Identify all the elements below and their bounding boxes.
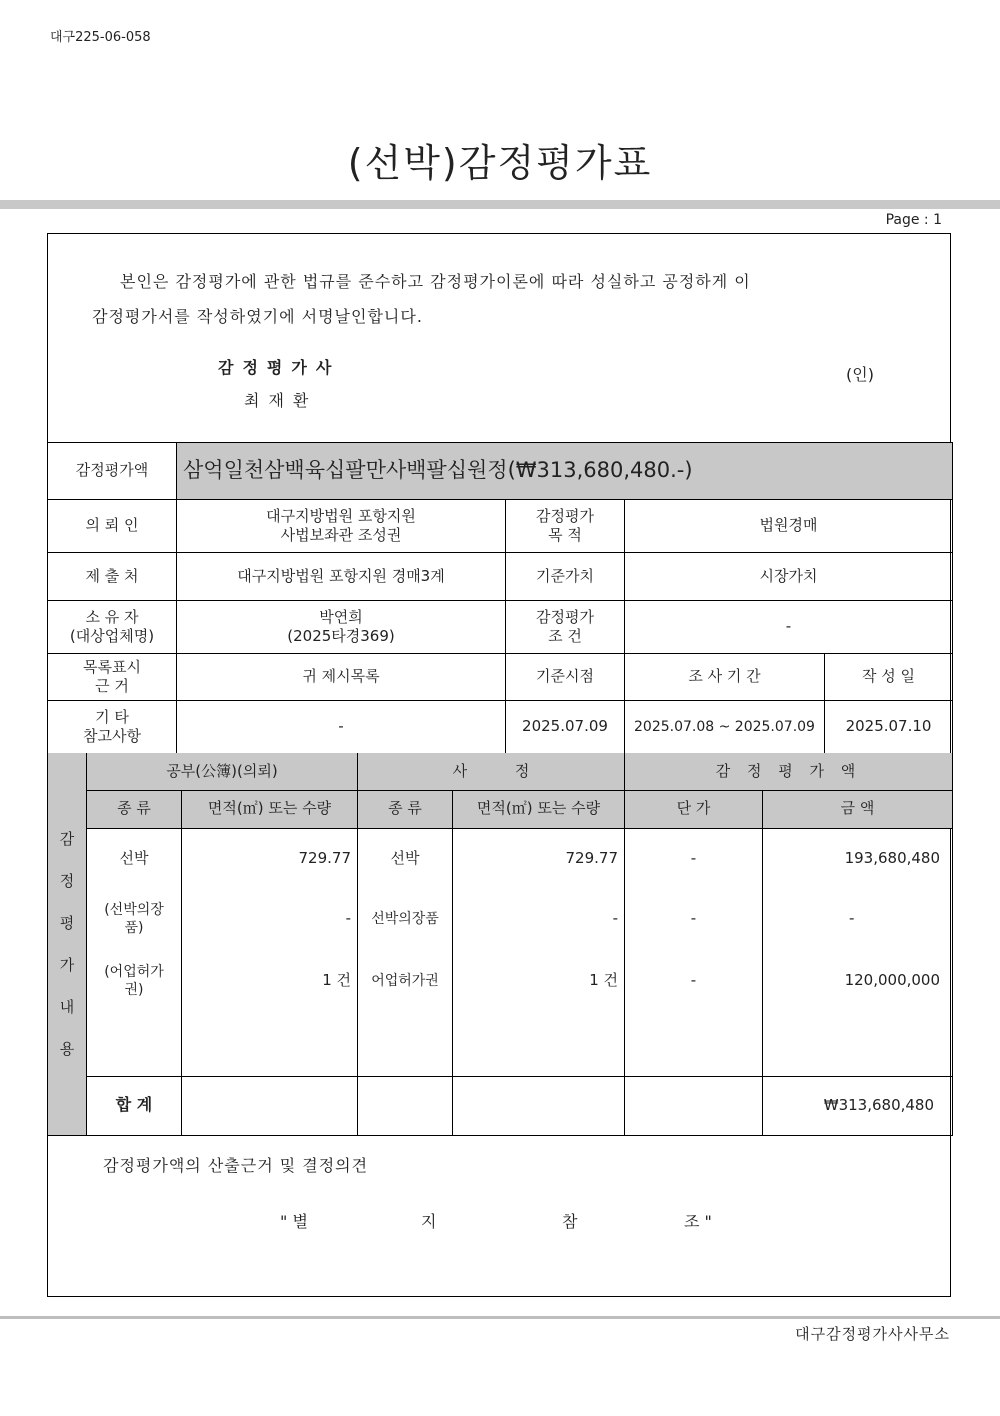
ins-qty: 729.77 bbox=[453, 828, 625, 888]
amount: - bbox=[763, 888, 953, 950]
reg-type: (어업허가권) bbox=[87, 950, 182, 1012]
reg-qty: 729.77 bbox=[182, 828, 358, 888]
total-amount: ₩313,680,480 bbox=[763, 1076, 953, 1135]
detail-table bbox=[47, 753, 953, 1136]
written-label: 작 성 일 bbox=[825, 654, 953, 701]
survey-period: 2025.07.08 ~ 2025.07.09 bbox=[625, 701, 825, 754]
info-table bbox=[47, 442, 953, 754]
list-label: 목록표시 근 거 bbox=[48, 654, 177, 701]
basis-section bbox=[48, 1139, 950, 1297]
amount: 193,680,480 bbox=[763, 828, 953, 888]
basis-title: 감정평가액의 산출근거 및 결정의견 bbox=[103, 1156, 369, 1175]
register-group-header: 공부(公簿)(의뢰) bbox=[87, 753, 358, 790]
table-row bbox=[48, 950, 953, 1012]
owner-label: 소 유 자 (대상업체명) bbox=[48, 601, 177, 654]
detail-side-label: 감 정 평 가 내 용 bbox=[48, 753, 87, 1135]
col-amount-header: 금 액 bbox=[763, 790, 953, 828]
col-area-header: 면적(㎡) 또는 수량 bbox=[182, 790, 358, 828]
ins-type: 어업허가권 bbox=[358, 950, 453, 1012]
ins-type: 선박 bbox=[358, 828, 453, 888]
amount-value: 삼억일천삼백육십팔만사백팔십원정(₩313,680,480.-) bbox=[177, 443, 953, 500]
amount: 120,000,000 bbox=[763, 950, 953, 1012]
unit-price: - bbox=[625, 950, 763, 1012]
submit-label: 제 출 처 bbox=[48, 553, 177, 601]
list-value: 귀 제시목록 bbox=[177, 654, 506, 701]
total-row bbox=[48, 1076, 953, 1135]
table-row bbox=[48, 888, 953, 950]
reg-qty: - bbox=[182, 888, 358, 950]
statement-section bbox=[48, 234, 950, 442]
reg-qty: 1 건 bbox=[182, 950, 358, 1012]
table-row bbox=[48, 828, 953, 888]
owner-value: 박연희 (2025타경369) bbox=[177, 601, 506, 654]
col-type-header: 종 류 bbox=[87, 790, 182, 828]
base-date-label: 기준시점 bbox=[506, 654, 625, 701]
other-value: - bbox=[177, 701, 506, 754]
statement-text bbox=[92, 264, 922, 334]
basis-value: 시장가치 bbox=[625, 553, 953, 601]
submit-value: 대구지방법원 포항지원 경매3계 bbox=[177, 553, 506, 601]
purpose-value: 법원경매 bbox=[625, 500, 953, 553]
amount-label: 감정평가액 bbox=[48, 443, 177, 500]
appraisal-form bbox=[47, 233, 951, 1297]
basis-value-label: 기준가치 bbox=[506, 553, 625, 601]
appraiser-role: 감정평가사 bbox=[218, 358, 341, 377]
col-unit-header: 단 가 bbox=[625, 790, 763, 828]
client-value: 대구지방법원 포항지원 사법보좌관 조성권 bbox=[177, 500, 506, 553]
page-title: (선박)감정평가표 bbox=[347, 141, 653, 185]
ins-type: 선박의장품 bbox=[358, 888, 453, 950]
written-date: 2025.07.10 bbox=[825, 701, 953, 754]
statement-line-2: 감정평가서를 작성하였기에 서명날인합니다. bbox=[92, 307, 423, 326]
bottom-divider bbox=[0, 1316, 1000, 1319]
basis-ref-2: 지 bbox=[421, 1212, 437, 1231]
table-row-empty bbox=[48, 1012, 953, 1076]
col-area2-header: 면적(㎡) 또는 수량 bbox=[453, 790, 625, 828]
basis-ref-3: 참 bbox=[562, 1212, 578, 1231]
ins-qty: 1 건 bbox=[453, 950, 625, 1012]
basis-ref-1: " 별 bbox=[280, 1212, 308, 1231]
condition-value: - bbox=[625, 601, 953, 654]
col-type2-header: 종 류 bbox=[358, 790, 453, 828]
base-date: 2025.07.09 bbox=[506, 701, 625, 754]
client-label: 의 뢰 인 bbox=[48, 500, 177, 553]
unit-price: - bbox=[625, 828, 763, 888]
survey-label: 조 사 기 간 bbox=[625, 654, 825, 701]
top-divider bbox=[0, 200, 1000, 209]
ins-qty: - bbox=[453, 888, 625, 950]
value-group-header: 감 정 평 가 액 bbox=[625, 753, 953, 790]
other-label: 기 타 참고사항 bbox=[48, 701, 177, 754]
appraiser-name: 최재환 bbox=[244, 391, 318, 410]
statement-line-1: 본인은 감정평가에 관한 법규를 준수하고 감정평가이론에 따라 성실하고 공정하게 이 bbox=[120, 272, 751, 291]
inspection-group-header: 사 정 bbox=[358, 753, 625, 790]
office-name: 대구감정평가사사무소 bbox=[795, 1325, 950, 1343]
page-number: Page : 1 bbox=[885, 212, 942, 228]
unit-price: - bbox=[625, 888, 763, 950]
seal-mark: (인) bbox=[846, 365, 874, 384]
total-label: 합 계 bbox=[87, 1076, 182, 1135]
condition-label: 감정평가 조 건 bbox=[506, 601, 625, 654]
reg-type: (선박의장품) bbox=[87, 888, 182, 950]
basis-ref-4: 조 " bbox=[684, 1212, 712, 1231]
reg-type: 선박 bbox=[87, 828, 182, 888]
document-id: 대구225-06-058 bbox=[50, 30, 151, 45]
purpose-label: 감정평가 목 적 bbox=[506, 500, 625, 553]
